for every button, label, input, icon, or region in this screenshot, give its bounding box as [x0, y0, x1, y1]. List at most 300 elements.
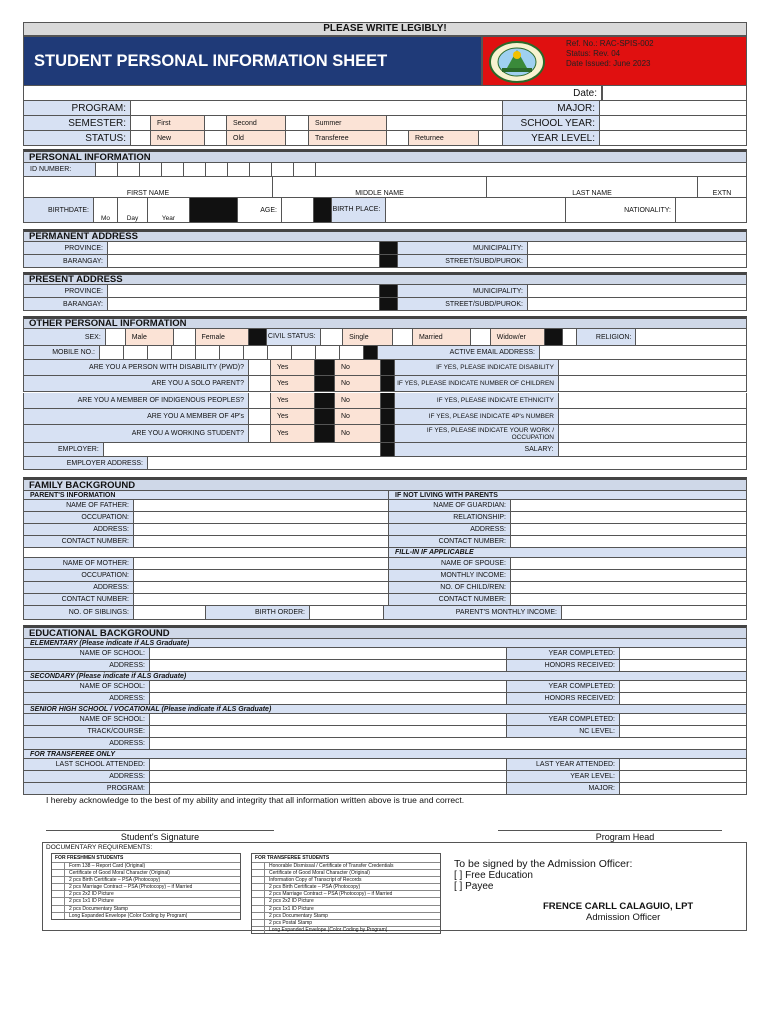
id-box[interactable]: [294, 163, 316, 176]
free-education-option[interactable]: [ ] Free Education: [454, 870, 533, 881]
family-label: CONTACT NUMBER:: [24, 536, 134, 547]
family-row: [23, 548, 747, 558]
birth-order-field[interactable]: [310, 606, 384, 619]
program-row: [23, 101, 747, 116]
legibly-banner: [23, 22, 747, 36]
family-row: [23, 512, 747, 524]
edu-field[interactable]: [620, 726, 746, 737]
if-yes-label: IF YES, PLEASE INDICATE NUMBER OF CHILDREN: [395, 376, 559, 391]
edu-subheading-text: SECONDARY (Please indicate if ALS Graduate): [24, 672, 746, 680]
employer-row: [23, 443, 747, 457]
extn-field[interactable]: [698, 177, 746, 197]
siblings-field[interactable]: [134, 606, 206, 619]
employer-address-row: [23, 457, 747, 470]
section-family-background: FAMILY BACKGROUND: [23, 477, 747, 491]
requirement-text: 2 pcs Documentary Stamp: [269, 912, 328, 919]
officer-name: FRENCE CARLL CALAGUIO, LPT: [543, 901, 694, 912]
family-label: CONTACT NUMBER:: [24, 594, 134, 605]
requirement-checkbox[interactable]: [52, 913, 65, 919]
edu-field[interactable]: [620, 693, 746, 704]
requirement-item: [252, 897, 440, 904]
program-head-line[interactable]: [498, 830, 722, 831]
education-subheading: [23, 750, 747, 759]
education-subheading: [23, 639, 747, 648]
birth-month[interactable]: [94, 198, 118, 222]
no-option: No: [335, 409, 381, 424]
family-row: [23, 536, 747, 548]
family-field[interactable]: [134, 536, 389, 547]
requirements-box: [42, 842, 747, 931]
ref-number: Ref. No.: RAC-SPIS-002: [566, 39, 654, 48]
requirement-item: [252, 919, 440, 926]
edu-subheading-text: ELEMENTARY (Please indicate if ALS Graduate): [24, 639, 746, 647]
civil-married-check[interactable]: [393, 329, 413, 345]
requirement-text: 2 pcs Documentary Stamp: [69, 905, 128, 912]
sex-label: SEX:: [24, 329, 106, 345]
family-field[interactable]: [134, 594, 389, 605]
pres-province-field[interactable]: [108, 285, 380, 297]
sem-first-check[interactable]: [131, 116, 151, 130]
education-row: [23, 714, 747, 726]
status-old-check[interactable]: [205, 131, 227, 145]
if-yes-field[interactable]: [559, 393, 746, 408]
family-field[interactable]: [511, 524, 746, 535]
fill-in-heading: FILL-IN IF APPLICABLE: [389, 548, 746, 557]
birth-year[interactable]: [148, 198, 190, 222]
yes-option: Yes: [271, 360, 315, 375]
birthdate-row: [23, 198, 747, 223]
birth-day[interactable]: [118, 198, 148, 222]
ref-block: [482, 36, 747, 86]
requirement-checkbox[interactable]: [52, 870, 65, 876]
edu-field[interactable]: [620, 660, 746, 671]
sex-female: Female: [196, 329, 250, 345]
requirement-checkbox[interactable]: [252, 884, 265, 890]
requirement-text: 2 pcs 1x1 ID Picture: [269, 905, 314, 912]
perm-province-label: PROVINCE:: [24, 242, 108, 254]
edu-field[interactable]: [150, 738, 746, 749]
mobile-box[interactable]: [124, 346, 148, 359]
family-field[interactable]: [511, 570, 746, 581]
edu-field[interactable]: [620, 771, 746, 782]
family-field[interactable]: [134, 500, 389, 511]
question-label: ARE YOU A MEMBER OF INDIGENOUS PEOPLES?: [24, 393, 249, 408]
mobile-box[interactable]: [244, 346, 268, 359]
mobile-box[interactable]: [196, 346, 220, 359]
family-field[interactable]: [134, 512, 389, 523]
month-label: Mo: [100, 215, 111, 222]
requirement-text: Form 138 – Report Card (Original): [69, 863, 146, 869]
if-yes-field[interactable]: [559, 409, 746, 424]
edu-field[interactable]: [150, 693, 507, 704]
section-educational-background: EDUCATIONAL BACKGROUND: [23, 625, 747, 639]
edu-field[interactable]: [150, 783, 507, 794]
mobile-box[interactable]: [172, 346, 196, 359]
pres-municipality-label: MUNICIPALITY:: [398, 285, 528, 297]
requirement-text: 2 pcs 1x1 ID Picture: [69, 898, 114, 905]
requirement-checkbox[interactable]: [52, 884, 65, 890]
edu-label: YEAR COMPLETED:: [507, 681, 620, 692]
requirement-item: [252, 862, 440, 869]
family-field[interactable]: [134, 558, 389, 569]
edu-field[interactable]: [150, 714, 507, 725]
id-box[interactable]: [96, 163, 118, 176]
education-row: [23, 771, 747, 783]
status-label: STATUS:: [24, 131, 131, 145]
question-row: [23, 360, 747, 376]
sem-summer: Summer: [309, 116, 387, 130]
middle-name-field[interactable]: [273, 177, 487, 197]
requirement-item: [52, 883, 240, 890]
pres-barangay-field[interactable]: [108, 298, 380, 310]
family-field[interactable]: [511, 512, 746, 523]
family-row: [23, 558, 747, 570]
family-field[interactable]: [134, 570, 389, 581]
perm-barangay-field[interactable]: [108, 255, 380, 267]
email-label: ACTIVE EMAIL ADDRESS:: [378, 346, 540, 359]
family-label: NO. OF CHILD/REN:: [389, 582, 511, 593]
sem-summer-check[interactable]: [286, 116, 309, 130]
if-yes-field[interactable]: [559, 376, 746, 391]
siblings-label: NO. OF SIBLINGS:: [24, 606, 134, 619]
employer-field[interactable]: [104, 443, 381, 456]
requirement-item: [252, 890, 440, 897]
family-label: NAME OF MOTHER:: [24, 558, 134, 569]
edu-label: HONORS RECEIVED:: [507, 693, 620, 704]
yes-check[interactable]: [249, 360, 271, 375]
siblings-row: [23, 606, 747, 620]
family-row: [23, 570, 747, 582]
year-label: Year: [161, 215, 176, 222]
id-box[interactable]: [272, 163, 294, 176]
requirement-checkbox[interactable]: [252, 891, 265, 897]
section-other-info: OTHER PERSONAL INFORMATION: [23, 316, 747, 329]
requirement-text: Certificate of Good Moral Character (Original): [269, 870, 370, 877]
if-yes-label: IF YES, PLEASE INDICATE 4P's NUMBER: [395, 409, 559, 424]
acknowledgement: I hereby acknowledge to the best of my ability and integrity that all information written above is true and correct.: [46, 795, 465, 805]
salary-label: SALARY:: [395, 443, 559, 456]
question-label: ARE YOU A PERSON WITH DISABILITY (PWD)?: [24, 360, 249, 375]
pres-province-label: PROVINCE:: [24, 285, 108, 297]
date-field[interactable]: [602, 86, 746, 100]
requirement-text: 2 pcs Postal Stamp: [269, 919, 313, 926]
if-yes-field[interactable]: [559, 360, 746, 375]
not-living-heading: IF NOT LIVING WITH PARENTS: [389, 491, 746, 499]
requirement-item: [52, 912, 240, 919]
civil-single: Single: [343, 329, 393, 345]
salary-field[interactable]: [559, 443, 746, 456]
sem-second-check[interactable]: [205, 116, 227, 130]
program-label: PROGRAM:: [24, 101, 131, 115]
education-subheading: [23, 672, 747, 681]
family-field[interactable]: [134, 582, 389, 593]
perm-street-field[interactable]: [528, 255, 746, 267]
status-transferee: Transferee: [309, 131, 387, 145]
perm-municipality-field[interactable]: [528, 242, 746, 254]
id-number-row: [23, 163, 747, 177]
question-label: ARE YOU A WORKING STUDENT?: [24, 425, 249, 442]
pres-province-row: [23, 285, 747, 298]
id-box[interactable]: [206, 163, 228, 176]
family-row: [23, 524, 747, 536]
yes-check[interactable]: [249, 376, 271, 391]
pres-municipality-field[interactable]: [528, 285, 746, 297]
requirement-checkbox[interactable]: [252, 927, 265, 933]
name-row: [23, 177, 747, 198]
day-label: Day: [126, 215, 139, 222]
requirement-item: [52, 890, 240, 897]
requirement-item: [252, 912, 440, 919]
edu-label: ADDRESS:: [24, 693, 150, 704]
family-row: [23, 500, 747, 512]
edu-label: LAST SCHOOL ATTENDED:: [24, 759, 150, 770]
program-field[interactable]: [131, 101, 503, 115]
civil-status-label: CIVIL STATUS:: [267, 329, 321, 345]
family-label: CONTACT NUMBER:: [389, 594, 511, 605]
requirement-item: [252, 876, 440, 883]
email-field[interactable]: [540, 346, 744, 359]
mobile-row: [23, 346, 747, 360]
date-issued: Date Issued: June 2023: [566, 59, 651, 68]
birthdate-label: BIRTHDATE:: [24, 198, 94, 222]
requirement-item: [252, 905, 440, 912]
edu-label: TRACK/COURSE:: [24, 726, 150, 737]
perm-municipality-label: MUNICIPALITY:: [398, 242, 528, 254]
requirement-checkbox[interactable]: [52, 906, 65, 912]
pres-street-field[interactable]: [528, 298, 746, 310]
employer-label: EMPLOYER:: [24, 443, 104, 456]
id-number-label: ID NUMBER:: [24, 163, 96, 176]
student-signature-line[interactable]: [46, 830, 274, 831]
requirement-checkbox[interactable]: [252, 906, 265, 912]
sem-second: Second: [227, 116, 286, 130]
requirement-checkbox[interactable]: [252, 898, 265, 904]
edu-field[interactable]: [620, 714, 746, 725]
question-row: [23, 425, 747, 443]
payee-option[interactable]: [ ] Payee: [454, 881, 494, 892]
first-name-field[interactable]: [24, 177, 273, 197]
perm-province-field[interactable]: [108, 242, 380, 254]
requirement-checkbox[interactable]: [252, 863, 265, 869]
officer-title: Admission Officer: [586, 912, 661, 923]
requirement-text: 2 pcs Marriage Contract – PSA (Photocopy) – if Married: [269, 891, 393, 898]
family-field[interactable]: [511, 536, 746, 547]
requirement-item: [52, 905, 240, 912]
family-label: NAME OF SPOUSE:: [389, 558, 511, 569]
birth-place-label: BIRTH PLACE:: [332, 198, 386, 222]
edu-field[interactable]: [620, 783, 746, 794]
requirement-checkbox[interactable]: [52, 863, 65, 869]
requirement-text: 2 pcs 2x2 ID Picture: [269, 898, 314, 905]
mobile-label: MOBILE NO.:: [24, 346, 100, 359]
mobile-box[interactable]: [292, 346, 316, 359]
civil-single-check[interactable]: [321, 329, 343, 345]
major-field[interactable]: [600, 101, 746, 115]
first-name-label: FIRST NAME: [126, 190, 170, 197]
requirement-checkbox[interactable]: [252, 920, 265, 926]
edu-field[interactable]: [150, 726, 507, 737]
if-yes-field[interactable]: [559, 425, 746, 442]
requirement-checkbox[interactable]: [252, 913, 265, 919]
family-field[interactable]: [134, 524, 389, 535]
requirement-text: 2 pcs Birth Certificate – PSA (Photocopy): [269, 884, 361, 891]
no-option: No: [335, 393, 381, 408]
edu-subheading-text: SENIOR HIGH SCHOOL / VOCATIONAL (Please indicate if ALS Graduate): [24, 705, 746, 713]
requirement-checkbox[interactable]: [52, 898, 65, 904]
family-field[interactable]: [511, 558, 746, 569]
id-box[interactable]: [250, 163, 272, 176]
edu-label: NAME OF SCHOOL:: [24, 714, 150, 725]
admission-heading: To be signed by the Admission Officer:: [454, 858, 633, 870]
religion-field[interactable]: [636, 329, 746, 345]
family-field[interactable]: [511, 582, 746, 593]
id-box[interactable]: [140, 163, 162, 176]
family-label: RELATIONSHIP:: [389, 512, 511, 523]
yes-check[interactable]: [249, 393, 271, 408]
middle-name-label: MIDDLE NAME: [355, 190, 404, 197]
edu-field[interactable]: [150, 681, 507, 692]
last-name-label: LAST NAME: [572, 190, 612, 197]
requirement-text: 2 pcs 2x2 ID Picture: [69, 891, 114, 898]
requirement-item: [252, 883, 440, 890]
sex-female-check[interactable]: [174, 329, 196, 345]
edu-label: ADDRESS:: [24, 771, 150, 782]
education-row: [23, 681, 747, 693]
pres-barangay-row: [23, 298, 747, 311]
status-transferee-check[interactable]: [286, 131, 309, 145]
family-subheads: [23, 491, 747, 500]
religion-label: RELIGION:: [577, 329, 637, 345]
mobile-box[interactable]: [316, 346, 340, 359]
question-label: ARE YOU A SOLO PARENT?: [24, 376, 249, 391]
mobile-box[interactable]: [220, 346, 244, 359]
id-box[interactable]: [162, 163, 184, 176]
semester-label: SEMESTER:: [24, 116, 131, 130]
requirement-checkbox[interactable]: [52, 877, 65, 883]
edu-field[interactable]: [150, 648, 507, 659]
status-returnee-check[interactable]: [387, 131, 409, 145]
edu-label: ADDRESS:: [24, 738, 150, 749]
nationality-field[interactable]: [676, 198, 746, 222]
parents-income-field[interactable]: [562, 606, 746, 619]
age-field[interactable]: [282, 198, 314, 222]
school-seal-icon: [488, 40, 546, 84]
mobile-box[interactable]: [100, 346, 124, 359]
title-bar: [23, 36, 482, 86]
employer-address-label: EMPLOYER ADDRESS:: [24, 457, 148, 469]
civil-widow: Widow/er: [491, 329, 545, 345]
mobile-box[interactable]: [148, 346, 172, 359]
question-row: [23, 376, 747, 392]
age-label: AGE:: [238, 198, 282, 222]
yes-check[interactable]: [249, 425, 271, 442]
status-new-check[interactable]: [131, 131, 151, 145]
date-row: [23, 86, 747, 101]
requirement-checkbox[interactable]: [52, 891, 65, 897]
if-yes-label: IF YES, PLEASE INDICATE DISABILITY: [395, 360, 559, 375]
birth-place-field[interactable]: [386, 198, 566, 222]
yes-check[interactable]: [249, 409, 271, 424]
mobile-box[interactable]: [268, 346, 292, 359]
edu-label: NAME OF SCHOOL:: [24, 681, 150, 692]
sem-first: First: [151, 116, 205, 130]
revision-status: Status: Rev. 04: [566, 49, 621, 58]
requirement-text: Information Copy of Transcript of Records: [269, 877, 362, 884]
edu-field[interactable]: [150, 771, 507, 782]
civil-widow-check[interactable]: [471, 329, 491, 345]
edu-label: HONORS RECEIVED:: [507, 660, 620, 671]
family-field[interactable]: [511, 594, 746, 605]
edu-field[interactable]: [620, 681, 746, 692]
family-field[interactable]: [511, 500, 746, 511]
id-box[interactable]: [184, 163, 206, 176]
education-row: [23, 726, 747, 738]
family-label: OCCUPATION:: [24, 512, 134, 523]
perm-barangay-label: BARANGAY:: [24, 255, 108, 267]
transferee-title: FOR TRANSFEREE STUDENTS: [255, 855, 330, 861]
family-label: NAME OF GUARDIAN:: [389, 500, 511, 511]
requirement-item: [52, 862, 240, 869]
education-row: [23, 648, 747, 660]
semester-row: [23, 116, 747, 131]
sex-male: Male: [126, 329, 174, 345]
family-label: CONTACT NUMBER:: [389, 536, 511, 547]
edu-label: MAJOR:: [507, 783, 620, 794]
requirement-text: 2 pcs Marriage Contract – PSA (Photocopy) – if Married: [69, 884, 193, 891]
family-label: NAME OF FATHER:: [24, 500, 134, 511]
requirement-item: [252, 926, 440, 933]
edu-label: NC LEVEL:: [507, 726, 620, 737]
mobile-box[interactable]: [340, 346, 364, 359]
pres-barangay-label: BARANGAY:: [24, 298, 108, 310]
if-yes-label: IF YES, PLEASE INDICATE YOUR WORK / OCCUPATION: [395, 425, 559, 442]
edu-field[interactable]: [150, 660, 507, 671]
requirement-checkbox[interactable]: [252, 877, 265, 883]
requirement-item: [52, 869, 240, 876]
family-label: OCCUPATION:: [24, 570, 134, 581]
id-box[interactable]: [228, 163, 250, 176]
edu-field[interactable]: [150, 759, 507, 770]
requirement-item: [52, 897, 240, 904]
year-level-label: YEAR LEVEL:: [503, 131, 600, 145]
form-title: STUDENT PERSONAL INFORMATION SHEET: [34, 52, 388, 70]
family-label: ADDRESS:: [24, 524, 134, 535]
edu-field[interactable]: [620, 759, 746, 770]
year-level-field[interactable]: [600, 131, 746, 145]
requirement-checkbox[interactable]: [252, 870, 265, 876]
family-row: [23, 582, 747, 594]
id-box[interactable]: [118, 163, 140, 176]
edu-label: PROGRAM:: [24, 783, 150, 794]
edu-subheading-text: FOR TRANSFEREE ONLY: [24, 750, 746, 758]
question-row: [23, 393, 747, 409]
edu-field[interactable]: [620, 648, 746, 659]
education-subheading: [23, 705, 747, 714]
education-row: [23, 660, 747, 672]
last-name-field[interactable]: [487, 177, 698, 197]
nationality-label: NATIONALITY:: [566, 198, 676, 222]
sex-male-check[interactable]: [106, 329, 126, 345]
employer-address-field[interactable]: [148, 457, 746, 469]
parents-info-heading: PARENT'S INFORMATION: [24, 491, 389, 499]
education-row: [23, 693, 747, 705]
status-new: New: [151, 131, 205, 145]
perm-barangay-row: [23, 255, 747, 268]
edu-label: YEAR LEVEL:: [507, 771, 620, 782]
major-label: MAJOR:: [503, 101, 600, 115]
school-year-field[interactable]: [600, 116, 746, 130]
requirement-text: Honorable Dismissal / Certificate of Transfer Credentials: [269, 863, 394, 869]
